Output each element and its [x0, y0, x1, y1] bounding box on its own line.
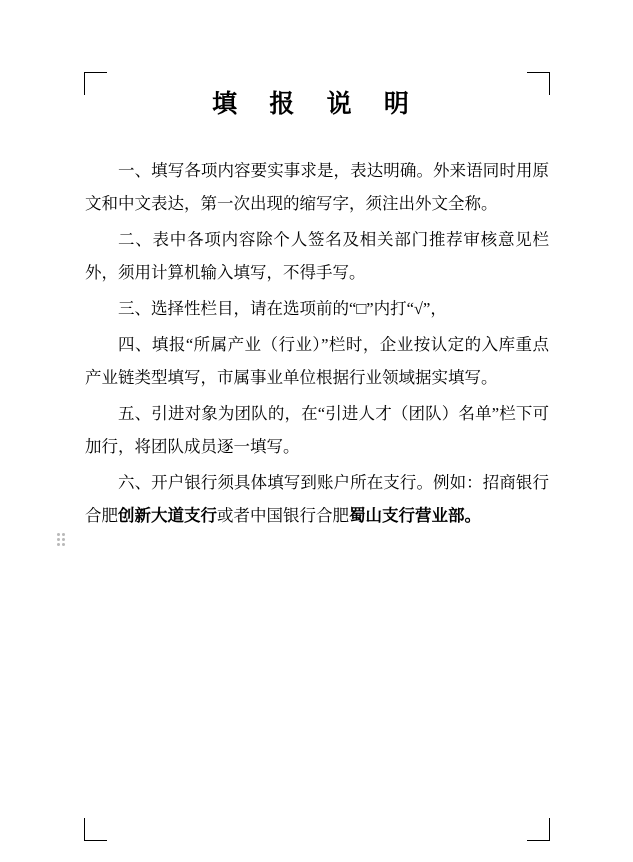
- drag-handle-icon[interactable]: [57, 533, 66, 547]
- paragraph-item-1: 一、填写各项内容要实事求是，表达明确。外来语同时用原文和中文表达，第一次出现的缩写字，须注出外文全称。: [85, 161, 549, 213]
- paragraph-item-5: 五、引进对象为团队的，在“引进人才（团队）名单”栏下可加行，将团队成员逐一填写。: [85, 404, 549, 456]
- document-body: [85, 78, 549, 532]
- drag-dot: [62, 533, 65, 536]
- paragraph-item-6: [85, 466, 549, 532]
- paragraph-item-2: 二、表中各项内容除个人签名及相关部门推荐审核意见栏外，须用计算机输入填写，不得手写。: [85, 230, 549, 282]
- paragraph-item-6-bold-1: 创新大道支行: [118, 506, 217, 525]
- paragraph-item-6-middle: 或者中国银行合肥: [217, 506, 349, 525]
- drag-dot: [57, 538, 60, 541]
- paragraph-item-6-bold-2: 蜀山支行营业部。: [349, 506, 481, 525]
- drag-dot: [57, 533, 60, 536]
- crop-mark-bottom-right: [527, 818, 550, 841]
- paragraph-item-6-lead: 六、开户银行须具体填写到账户所在支行。例如：招商银行合肥: [85, 473, 549, 525]
- drag-dot: [62, 543, 65, 546]
- page-title: 填 报 说 明: [212, 91, 422, 118]
- crop-mark-bottom-left: [84, 818, 107, 841]
- drag-dot: [57, 543, 60, 546]
- drag-dot: [62, 538, 65, 541]
- paragraph-item-4: 四、填报“所属产业（行业）”栏时，企业按认定的入库重点产业链类型填写，市属事业单位根据行业领域据实填写。: [85, 335, 549, 387]
- paragraph-item-3: 三、选择性栏目，请在选项前的“□”内打“√”，: [118, 299, 447, 318]
